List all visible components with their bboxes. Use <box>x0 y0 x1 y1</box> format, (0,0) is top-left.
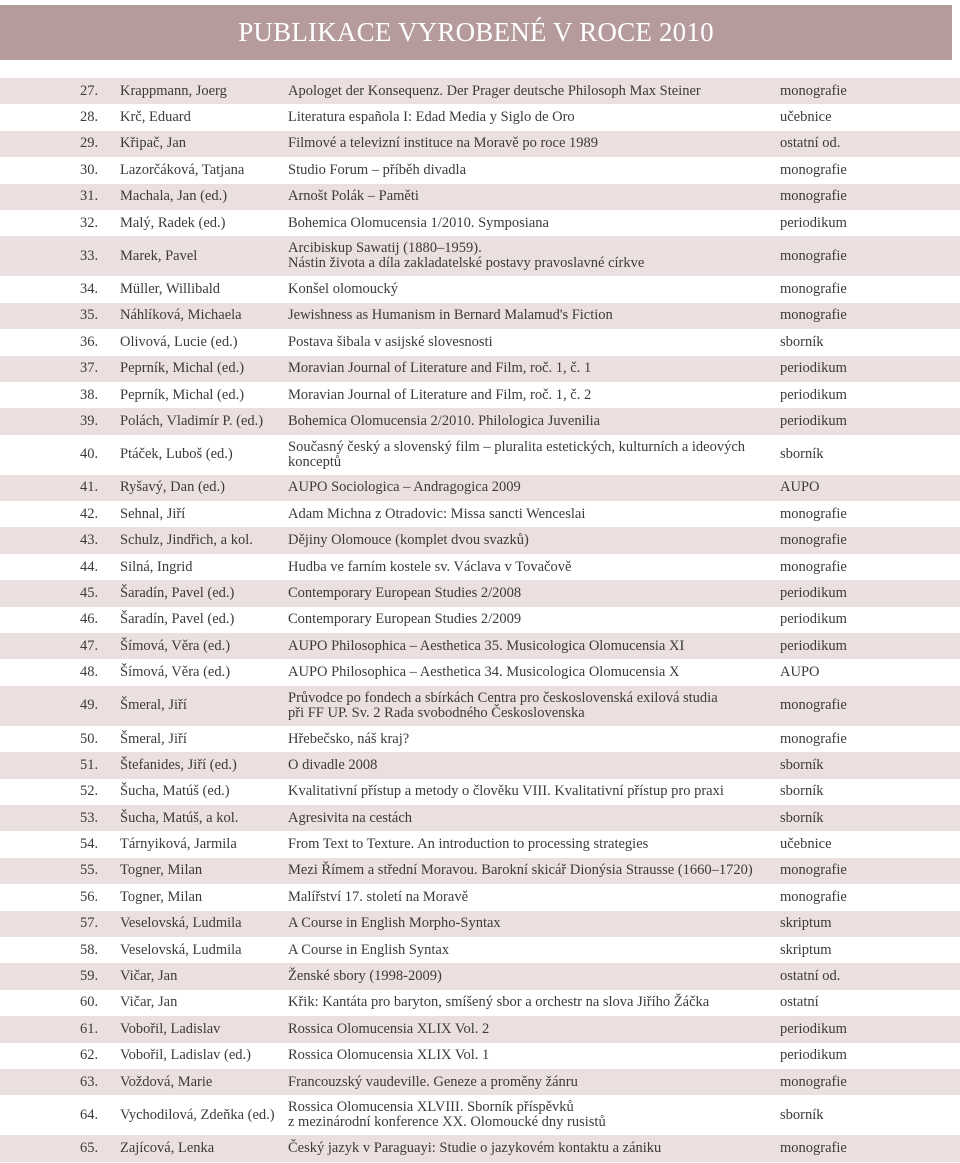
title-line-1: Současný český a slovenský film – pluralita estetických, kulturních a ideových <box>288 438 746 455</box>
type-cell: sborník <box>780 756 824 773</box>
author-cell: Müller, Willibald <box>120 281 221 298</box>
title-cell: Ženské sbory (1998-2009) <box>288 968 442 985</box>
row-number: 40. <box>80 446 99 463</box>
title-cell: Adam Michna z Otradovic: Missa sancti Wenceslai <box>288 505 586 522</box>
title-line-1: Průvodce po fondech a sbírkách Centra pro československá exilová studia <box>288 689 718 706</box>
title-cell <box>288 1095 772 1135</box>
type-cell: AUPO <box>780 664 820 681</box>
row-number: 50. <box>80 730 99 747</box>
publication-table <box>0 78 960 1162</box>
row-number: 30. <box>80 161 99 178</box>
type-cell: skriptum <box>780 915 832 932</box>
row-number: 41. <box>80 479 99 496</box>
table-row <box>0 157 960 183</box>
title-cell: Moravian Journal of Literature and Film, roč. 1, č. 2 <box>288 386 592 403</box>
title-line-1: Rossica Olomucensia XLVIII. Sborník příspěvků <box>288 1099 574 1116</box>
author-cell: Šucha, Matúš, a kol. <box>120 809 239 826</box>
title-cell: AUPO Philosophica – Aesthetica 35. Musicologica Olomucensia XI <box>288 637 685 654</box>
author-cell: Krappmann, Joerg <box>120 82 227 99</box>
author-cell: Polách, Vladimír P. (ed.) <box>120 412 264 429</box>
title-cell <box>288 236 772 276</box>
type-cell: periodikum <box>780 412 847 429</box>
table-row <box>0 303 960 329</box>
type-cell: periodikum <box>780 386 847 403</box>
type-cell: ostatní <box>780 994 819 1011</box>
table-row <box>0 633 960 659</box>
title-cell: Arnošt Polák – Paměti <box>288 188 419 205</box>
row-number: 42. <box>80 505 99 522</box>
title-line-2: konceptů <box>288 453 342 470</box>
table-row <box>0 963 960 989</box>
row-number: 36. <box>80 333 99 350</box>
type-cell: sborník <box>780 333 824 350</box>
author-cell: Zajícová, Lenka <box>120 1139 215 1156</box>
row-number: 54. <box>80 836 99 853</box>
row-number: 51. <box>80 756 99 773</box>
author-cell: Křipač, Jan <box>120 135 187 152</box>
row-number: 33. <box>80 247 99 264</box>
row-number: 49. <box>80 697 99 714</box>
title-cell <box>288 686 772 726</box>
row-number: 47. <box>80 637 99 654</box>
table-row <box>0 475 960 501</box>
title-cell: Postava šibala v asijské slovesnosti <box>288 333 493 350</box>
author-cell: Marek, Pavel <box>120 247 198 264</box>
title-cell: Hudba ve farním kostele sv. Václava v Tovačově <box>288 558 572 575</box>
author-cell: Voždová, Marie <box>120 1073 213 1090</box>
title-cell: Dějiny Olomouce (komplet dvou svazků) <box>288 532 529 549</box>
table-row <box>0 382 960 408</box>
type-cell: periodikum <box>780 1047 847 1064</box>
row-number: 45. <box>80 584 99 601</box>
author-cell: Vychodilová, Zdeňka (ed.) <box>120 1106 275 1123</box>
table-row <box>0 580 960 606</box>
table-row <box>0 236 960 276</box>
title-cell: Konšel olomoucký <box>288 281 398 298</box>
row-number: 57. <box>80 915 99 932</box>
table-row <box>0 329 960 355</box>
table-row <box>0 78 960 104</box>
table-row <box>0 805 960 831</box>
author-cell: Krč, Eduard <box>120 109 191 126</box>
title-cell: Contemporary European Studies 2/2009 <box>288 611 522 628</box>
row-number: 59. <box>80 968 99 985</box>
type-cell: monografie <box>780 161 847 178</box>
table-row <box>0 1135 960 1161</box>
title-cell: O divadle 2008 <box>288 756 378 773</box>
type-cell: periodikum <box>780 637 847 654</box>
table-row <box>0 210 960 236</box>
author-cell: Vičar, Jan <box>120 994 178 1011</box>
row-number: 60. <box>80 994 99 1011</box>
row-number: 61. <box>80 1020 99 1037</box>
author-cell: Šímová, Věra (ed.) <box>120 664 231 681</box>
title-cell: Francouzský vaudeville. Geneze a proměny žánru <box>288 1073 578 1090</box>
author-cell: Vobořil, Ladislav (ed.) <box>120 1047 252 1064</box>
table-row <box>0 1043 960 1069</box>
title-cell: A Course in English Morpho-Syntax <box>288 915 501 932</box>
row-number: 39. <box>80 412 99 429</box>
title-cell: Bohemica Olomucensia 1/2010. Symposiana <box>288 214 549 231</box>
type-cell: ostatní od. <box>780 135 841 152</box>
row-number: 56. <box>80 888 99 905</box>
author-cell: Náhlíková, Michaela <box>120 307 242 324</box>
row-number: 28. <box>80 109 99 126</box>
table-row <box>0 276 960 302</box>
title-cell: Bohemica Olomucensia 2/2010. Philologica Juvenilia <box>288 412 601 429</box>
page-header-banner <box>0 5 952 60</box>
row-number: 65. <box>80 1139 99 1156</box>
title-line-2: při FF UP. Sv. 2 Rada svobodného Československa <box>288 704 585 721</box>
row-number: 63. <box>80 1073 99 1090</box>
author-cell: Šaradín, Pavel (ed.) <box>120 611 235 628</box>
row-number: 29. <box>80 135 99 152</box>
title-cell: Agresivita na cestách <box>288 809 413 826</box>
table-row <box>0 554 960 580</box>
table-row <box>0 1016 960 1042</box>
table-row <box>0 356 960 382</box>
type-cell: skriptum <box>780 941 832 958</box>
type-cell: monografie <box>780 307 847 324</box>
row-number: 44. <box>80 558 99 575</box>
author-cell: Ryšavý, Dan (ed.) <box>120 479 225 496</box>
table-row <box>0 752 960 778</box>
type-cell: ostatní od. <box>780 968 841 985</box>
title-cell: Contemporary European Studies 2/2008 <box>288 584 522 601</box>
type-cell: monografie <box>780 82 847 99</box>
type-cell: periodikum <box>780 214 847 231</box>
title-text <box>288 440 745 470</box>
title-cell: Studio Forum – příběh divadla <box>288 161 467 178</box>
row-number: 38. <box>80 386 99 403</box>
type-cell: monografie <box>780 188 847 205</box>
author-cell: Vobořil, Ladislav <box>120 1020 221 1037</box>
author-cell: Vičar, Jan <box>120 968 178 985</box>
title-cell: A Course in English Syntax <box>288 941 450 958</box>
title-cell: Rossica Olomucensia XLIX Vol. 2 <box>288 1020 490 1037</box>
author-cell: Štefanides, Jiří (ed.) <box>120 756 237 773</box>
type-cell: monografie <box>780 532 847 549</box>
author-cell: Veselovská, Ludmila <box>120 941 242 958</box>
title-cell: From Text to Texture. An introduction to processing strategies <box>288 836 649 853</box>
table-row <box>0 527 960 553</box>
author-cell: Silná, Ingrid <box>120 558 193 575</box>
table-row <box>0 184 960 210</box>
title-cell: Rossica Olomucensia XLIX Vol. 1 <box>288 1047 490 1064</box>
title-line-2: Nástin života a díla zakladatelské postavy pravoslavné církve <box>288 255 645 272</box>
title-cell: Kvalitativní přístup a metody o člověku VIII. Kvalitativní přístup pro praxi <box>288 783 724 800</box>
row-number: 52. <box>80 783 99 800</box>
row-number: 55. <box>80 862 99 879</box>
row-number: 34. <box>80 281 99 298</box>
author-cell: Peprník, Michal (ed.) <box>120 360 245 377</box>
title-cell: Jewishness as Humanism in Bernard Malamud's Fiction <box>288 307 613 324</box>
title-cell: Mezi Římem a střední Moravou. Barokní skicář Dionýsia Strausse (1660–1720) <box>288 862 753 879</box>
title-line-2: z mezinárodní konference XX. Olomoucké dny rusistů <box>288 1114 606 1131</box>
table-row <box>0 607 960 633</box>
type-cell: monografie <box>780 505 847 522</box>
table-row <box>0 435 960 475</box>
type-cell: sborník <box>780 783 824 800</box>
author-cell: Ptáček, Luboš (ed.) <box>120 446 233 463</box>
title-text <box>288 691 718 721</box>
type-cell: monografie <box>780 697 847 714</box>
table-row <box>0 501 960 527</box>
type-cell: učebnice <box>780 109 832 126</box>
row-number: 27. <box>80 82 99 99</box>
row-number: 53. <box>80 809 99 826</box>
author-cell: Malý, Radek (ed.) <box>120 214 226 231</box>
table-row <box>0 858 960 884</box>
table-row <box>0 686 960 726</box>
author-cell: Tárnyiková, Jarmila <box>120 836 237 853</box>
table-row <box>0 779 960 805</box>
author-cell: Šaradín, Pavel (ed.) <box>120 584 235 601</box>
author-cell: Šmeral, Jiří <box>120 730 187 747</box>
row-number: 48. <box>80 664 99 681</box>
row-number: 62. <box>80 1047 99 1064</box>
type-cell: periodikum <box>780 360 847 377</box>
title-cell <box>288 435 772 475</box>
row-number: 35. <box>80 307 99 324</box>
table-row <box>0 659 960 685</box>
title-cell: Český jazyk v Paraguayi: Studie o jazykovém kontaktu a zániku <box>288 1139 662 1156</box>
type-cell: monografie <box>780 888 847 905</box>
table-row <box>0 408 960 434</box>
type-cell: AUPO <box>780 479 820 496</box>
row-number: 31. <box>80 188 99 205</box>
title-text <box>288 241 644 271</box>
title-line-1: Arcibiskup Sawatij (1880–1959). <box>288 240 482 257</box>
type-cell: periodikum <box>780 611 847 628</box>
table-row <box>0 831 960 857</box>
title-cell: Malířství 17. století na Moravě <box>288 888 469 905</box>
type-cell: periodikum <box>780 1020 847 1037</box>
type-cell: sborník <box>780 809 824 826</box>
table-row <box>0 990 960 1016</box>
row-number: 46. <box>80 611 99 628</box>
author-cell: Olivová, Lucie (ed.) <box>120 333 238 350</box>
author-cell: Šmeral, Jiří <box>120 697 187 714</box>
author-cell: Šucha, Matúš (ed.) <box>120 783 230 800</box>
author-cell: Peprník, Michal (ed.) <box>120 386 245 403</box>
type-cell: monografie <box>780 1139 847 1156</box>
title-text <box>288 1100 606 1130</box>
table-row <box>0 884 960 910</box>
table-row <box>0 131 960 157</box>
row-number: 37. <box>80 360 99 377</box>
type-cell: monografie <box>780 281 847 298</box>
row-number: 32. <box>80 214 99 231</box>
type-cell: učebnice <box>780 836 832 853</box>
type-cell: monografie <box>780 730 847 747</box>
title-cell: Moravian Journal of Literature and Film, roč. 1, č. 1 <box>288 360 592 377</box>
author-cell: Lazorčáková, Tatjana <box>120 161 245 178</box>
author-cell: Machala, Jan (ed.) <box>120 188 228 205</box>
author-cell: Sehnal, Jiří <box>120 505 186 522</box>
author-cell: Togner, Milan <box>120 888 203 905</box>
table-row <box>0 726 960 752</box>
title-cell: AUPO Sociologica – Andragogica 2009 <box>288 479 521 496</box>
type-cell: monografie <box>780 862 847 879</box>
title-cell: AUPO Philosophica – Aesthetica 34. Musicologica Olomucensia X <box>288 664 680 681</box>
page-title: PUBLIKACE VYROBENÉ V ROCE 2010 <box>238 17 714 47</box>
author-cell: Schulz, Jindřich, a kol. <box>120 532 253 549</box>
author-cell: Šímová, Věra (ed.) <box>120 637 231 654</box>
table-row <box>0 937 960 963</box>
author-cell: Togner, Milan <box>120 862 203 879</box>
type-cell: sborník <box>780 1106 824 1123</box>
row-number: 64. <box>80 1106 99 1123</box>
title-cell: Literatura española I: Edad Media y Siglo de Oro <box>288 109 575 126</box>
title-cell: Hřebečsko, náš kraj? <box>288 730 410 747</box>
row-number: 58. <box>80 941 99 958</box>
table-row <box>0 1069 960 1095</box>
title-cell: Křik: Kantáta pro baryton, smíšený sbor a orchestr na slova Jiřího Žáčka <box>288 994 710 1011</box>
title-cell: Apologet der Konsequenz. Der Prager deutsche Philosoph Max Steiner <box>288 82 701 99</box>
table-row <box>0 1095 960 1135</box>
type-cell: monografie <box>780 558 847 575</box>
author-cell: Veselovská, Ludmila <box>120 915 242 932</box>
type-cell: periodikum <box>780 584 847 601</box>
type-cell: sborník <box>780 446 824 463</box>
row-number: 43. <box>80 532 99 549</box>
table-row <box>0 104 960 130</box>
table-row <box>0 911 960 937</box>
type-cell: monografie <box>780 247 847 264</box>
title-cell: Filmové a televizní instituce na Moravě po roce 1989 <box>288 135 599 152</box>
type-cell: monografie <box>780 1073 847 1090</box>
